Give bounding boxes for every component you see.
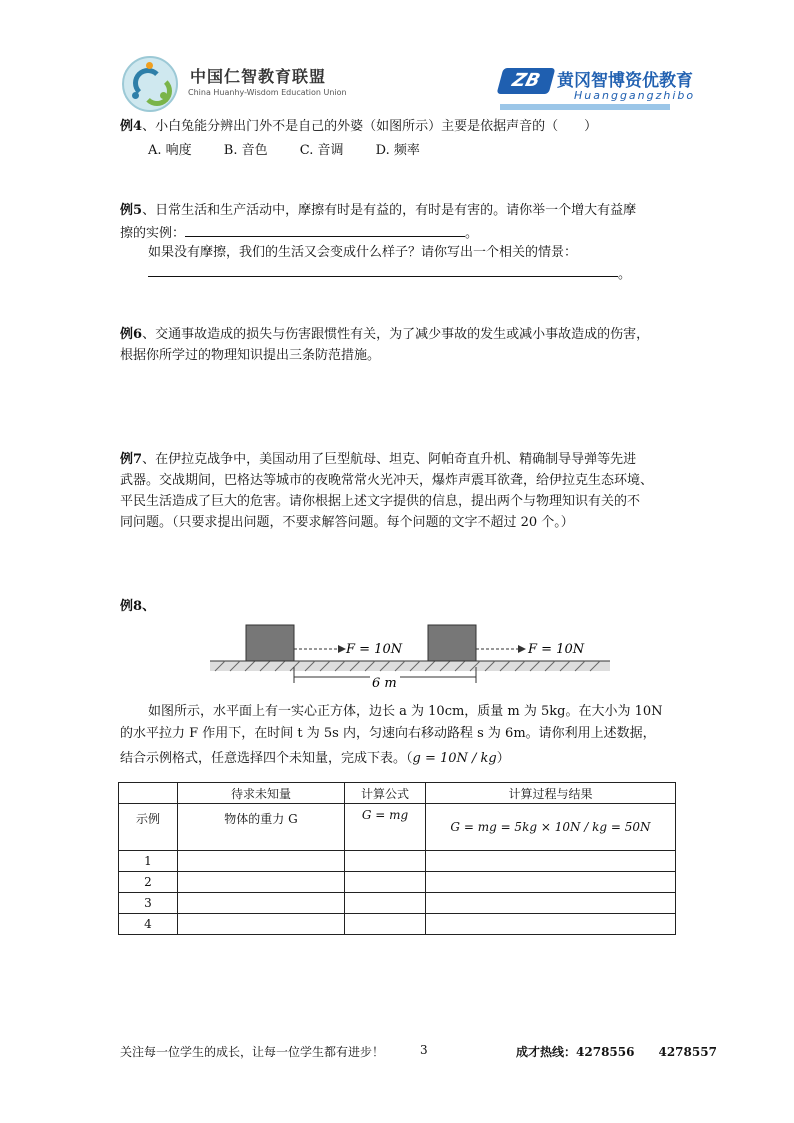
q8-label: 例 [120, 599, 134, 614]
block-end [428, 625, 476, 661]
header-cell-process: 计算过程与结果 [426, 783, 676, 804]
q7-line4: 同问题。（只要求提出问题，不要求解答问题。每个问题的文字不超过 20 个。） [120, 515, 574, 530]
example-formula: G = mg [345, 804, 426, 851]
example-unknown: 物体的重力 G [178, 804, 345, 851]
q4-choice-a: A. 响度 [148, 143, 192, 158]
answer-cell[interactable] [345, 893, 426, 914]
table-row [119, 872, 676, 893]
hotline-phone-2: 4278557 [658, 1045, 717, 1059]
q8-line3-end: ） [496, 751, 510, 766]
answer-cell[interactable] [345, 872, 426, 893]
q4-choice-c: C. 音调 [299, 143, 344, 158]
q6-line1: 、交通事故造成的损失与伤害跟惯性有关，为了减少事故的发生或减小事故造成的伤害， [142, 327, 650, 342]
q5-number: 5 [133, 203, 143, 218]
q7-line3: 平民生活造成了巨大的危害。请你根据上述文字提供的信息，提出两个与物理知识有关的不 [120, 494, 641, 509]
q7-line2-row [120, 470, 680, 492]
block-start [246, 625, 294, 661]
header-cell-unknown: 待求未知量 [178, 783, 345, 804]
q6-line2: 根据你所学过的物理知识提出三条防范措施。 [120, 348, 381, 363]
q7-line1: 、在伊拉克战争中，美国动用了巨型航母、坦克、阿帕奇直升机、精确制导导弹等先进 [142, 452, 637, 467]
answer-cell[interactable] [426, 872, 676, 893]
q5-answer-blank-2[interactable] [148, 276, 618, 277]
distance-label: 6 m [372, 676, 397, 691]
row-index: 1 [119, 851, 178, 872]
q8-line2-row [120, 723, 680, 745]
q5-line4-end: 。 [618, 267, 632, 282]
q6-number: 6 [133, 327, 143, 342]
q7-line2: 武器。交战期间，巴格达等城市的夜晚常常火光冲天，爆炸声震耳欲聋，给伊拉克生态环境、 [120, 473, 654, 488]
example-process: G = mg = 5kg × 10N / kg = 50N [426, 804, 676, 851]
question-4 [120, 116, 680, 138]
force-label-2: F = 10N [528, 642, 585, 657]
example-index: 示例 [119, 804, 178, 851]
union-logo [122, 56, 178, 112]
answer-cell[interactable] [178, 893, 345, 914]
table-row-example [119, 804, 676, 851]
org-name-en: China Huanhy-Wisdom Education Union [188, 88, 347, 97]
q8-line3: 结合示例格式，任意选择四个未知量，完成下表。（ [120, 751, 413, 766]
q6-label: 例 [120, 327, 134, 342]
answer-cell[interactable] [426, 893, 676, 914]
q8-tail: 、 [142, 599, 156, 614]
q4-choice-d: D. 频率 [375, 143, 420, 158]
header-cell-index [119, 783, 178, 804]
header-cell-formula: 计算公式 [345, 783, 426, 804]
q4-number: 4 [133, 119, 143, 134]
answer-cell[interactable] [426, 914, 676, 935]
org-name-cn: 中国仁智教育联盟 [190, 67, 327, 86]
row-index: 3 [119, 893, 178, 914]
table-row [119, 893, 676, 914]
ground-surface [210, 661, 610, 671]
q5-line3-row [148, 242, 708, 264]
motion-diagram [210, 615, 610, 695]
table-row [119, 914, 676, 935]
q8-line1: 如图所示，水平面上有一实心正方体，边长 a 为 10cm，质量 m 为 5kg。在大小为 10N [148, 704, 663, 719]
q5-line3: 如果没有摩擦，我们的生活又会变成什么样子？请你写出一个相关的情景： [148, 245, 578, 260]
footer-slogan: 关注每一位学生的成长，让每一位学生都有进步！ [120, 1045, 385, 1059]
q4-choice-b: B. 音色 [223, 143, 268, 158]
question-6 [120, 324, 680, 346]
answer-cell[interactable] [426, 851, 676, 872]
q8-number: 8 [133, 599, 143, 614]
q7-label: 例 [120, 452, 134, 467]
page-number: 3 [420, 1043, 428, 1057]
hotline-label: 成才热线： [516, 1045, 577, 1059]
answer-cell[interactable] [345, 914, 426, 935]
row-index: 2 [119, 872, 178, 893]
q8-gravity-formula: g = 10N / kg [412, 751, 497, 766]
q7-number: 7 [133, 452, 143, 467]
question-5 [120, 200, 680, 222]
q8-line3-row [120, 748, 680, 770]
q6-line2-row [120, 345, 680, 367]
row-index: 4 [119, 914, 178, 935]
q5-line2-end: 。 [465, 226, 479, 241]
table-header-row [119, 783, 676, 804]
brand-underline [500, 104, 670, 110]
q4-text: 、小白兔能分辨出门外不是自己的外婆（如图所示）主要是依据声音的（ ） [142, 119, 598, 134]
q5-line1: 、日常生活和生产活动中，摩擦有时是有益的，有时是有害的。请你举一个增大有益摩 [142, 203, 637, 218]
q5-line2: 擦的实例： [120, 226, 186, 241]
brand-name-en: Huanggangzhibo [574, 89, 696, 102]
question-7 [120, 449, 680, 471]
footer-hotline [516, 1043, 717, 1060]
q8-line2: 的水平拉力 F 作用下，在时间 t 为 5s 内，匀速向右移动路程 s 为 6m。请你利用上述数据， [120, 726, 656, 741]
q4-choices [148, 139, 448, 158]
q4-label: 例 [120, 119, 134, 134]
answer-cell[interactable] [345, 851, 426, 872]
force-label-1: F = 10N [346, 642, 403, 657]
brand-logo-mark: ZB [497, 68, 556, 94]
answer-cell[interactable] [178, 851, 345, 872]
table-row [119, 851, 676, 872]
q7-line4-row [120, 512, 680, 534]
q5-label: 例 [120, 203, 134, 218]
answer-cell[interactable] [178, 872, 345, 893]
answer-cell[interactable] [178, 914, 345, 935]
hotline-phone-1: 4278556 [576, 1045, 635, 1059]
answer-table [118, 782, 676, 935]
q5-answer-blank-1[interactable] [185, 222, 465, 237]
brand-name-cn: 黄冈智博资优教育 [557, 71, 693, 91]
q7-line3-row [120, 491, 680, 513]
q8-line1-row [148, 701, 708, 723]
